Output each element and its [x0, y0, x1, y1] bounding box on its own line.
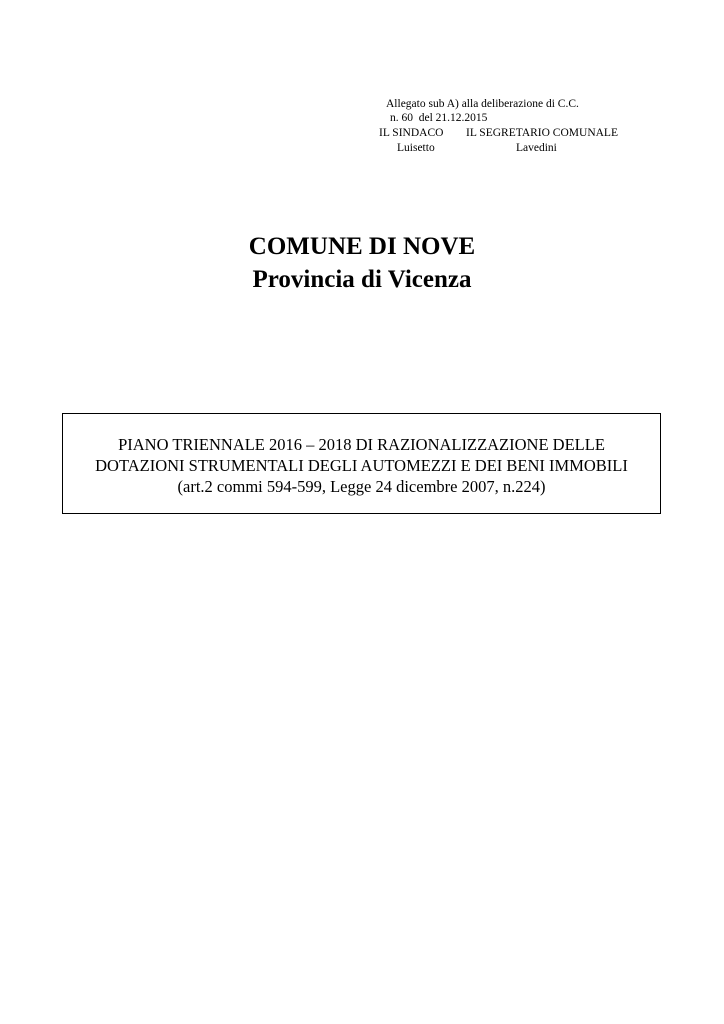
sindaco-title: IL SINDACO — [379, 127, 444, 139]
annotation-reference: Allegato sub A) alla deliberazione di C.C. — [386, 98, 579, 110]
annotation-deliberation-number: n. 60 del 21.12.2015 — [390, 112, 488, 124]
municipality-title: COMUNE DI NOVE — [248, 233, 476, 260]
segretario-name: Lavedini — [516, 142, 557, 154]
province-subtitle: Provincia di Vicenza — [252, 266, 472, 293]
plan-legal-reference: (art.2 commi 594-599, Legge 24 dicembre 2007, n.224) — [177, 477, 546, 496]
plan-title-line-2: DOTAZIONI STRUMENTALI DEGLI AUTOMEZZI E DEI BENI IMMOBILI — [95, 456, 628, 475]
sindaco-name: Luisetto — [397, 142, 435, 154]
approval-annotation — [0, 0, 618, 154]
plan-title-line-1: PIANO TRIENNALE 2016 – 2018 DI RAZIONALIZZAZIONE DELLE — [118, 435, 605, 454]
plan-title-box — [62, 413, 661, 514]
segretario-title: IL SEGRETARIO COMUNALE — [466, 127, 618, 139]
